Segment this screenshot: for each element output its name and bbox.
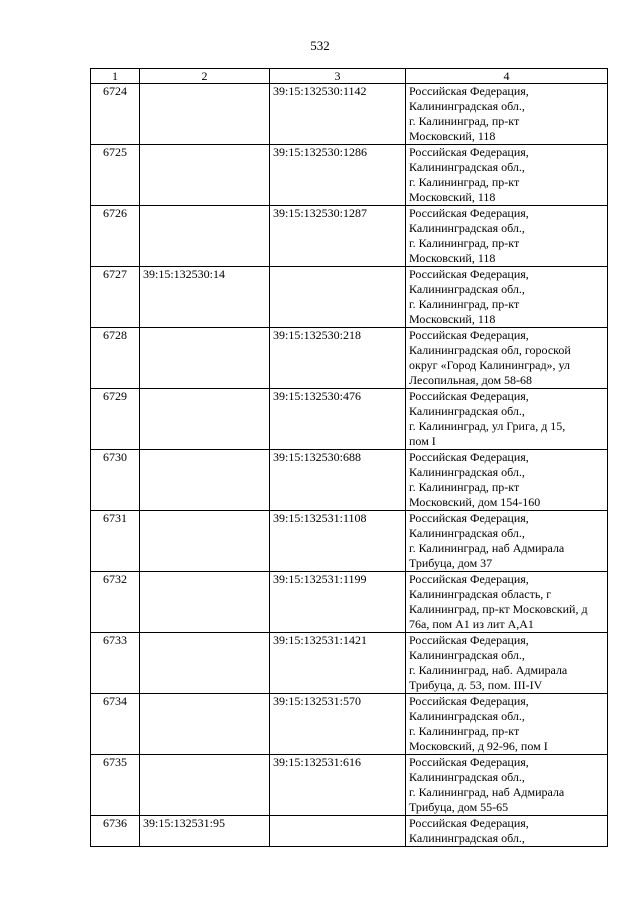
cell-address bbox=[406, 816, 608, 847]
address-line: г. Калининград, пр-кт bbox=[409, 480, 520, 494]
address-line: Калининградская обл., bbox=[409, 282, 525, 296]
header-col-4: 4 bbox=[406, 69, 608, 84]
address-line: Российская Федерация, bbox=[409, 267, 529, 281]
address-line: Калининградская обл., bbox=[409, 221, 525, 235]
address-line: Калининградская обл., bbox=[409, 709, 525, 723]
address-line: Трибуца, дом 55-65 bbox=[409, 800, 509, 814]
cell-col-3: 39:15:132530:218 bbox=[270, 328, 406, 389]
cell-col-3: 39:15:132530:1286 bbox=[270, 145, 406, 206]
address-line: Российская Федерация, bbox=[409, 389, 529, 403]
address-line: Российская Федерация, bbox=[409, 84, 529, 98]
address-line: Российская Федерация, bbox=[409, 755, 529, 769]
cell-col-3: 39:15:132530:688 bbox=[270, 450, 406, 511]
cell-col-3: 39:15:132530:1287 bbox=[270, 206, 406, 267]
header-row bbox=[91, 69, 608, 84]
cell-col-3: 39:15:132531:1199 bbox=[270, 572, 406, 633]
cell-col-3: 39:15:132531:616 bbox=[270, 755, 406, 816]
table-row bbox=[91, 816, 608, 847]
table-row bbox=[91, 450, 608, 511]
address-line: Калининградская обл., bbox=[409, 465, 525, 479]
cell-number: 6733 bbox=[91, 633, 140, 694]
address-line: Калининградская обл., bbox=[409, 770, 525, 784]
cell-col-3: 39:15:132531:1108 bbox=[270, 511, 406, 572]
address-line: Калининградская обл, гороской bbox=[409, 343, 571, 357]
table-row bbox=[91, 145, 608, 206]
address-line: г. Калининград, пр-кт bbox=[409, 175, 520, 189]
address-line: Трибуца, дом 37 bbox=[409, 556, 493, 570]
cell-number: 6727 bbox=[91, 267, 140, 328]
table-row bbox=[91, 84, 608, 145]
address-line: 76а, пом А1 из лит А,А1 bbox=[409, 617, 534, 631]
address-line: Калининградская область, г bbox=[409, 587, 552, 601]
cell-col-3: 39:15:132531:1421 bbox=[270, 633, 406, 694]
table-body bbox=[91, 84, 608, 847]
table-header bbox=[91, 69, 608, 84]
address-line: Трибуца, д. 53, пом. III-IV bbox=[409, 678, 543, 692]
table-row bbox=[91, 267, 608, 328]
cell-address bbox=[406, 328, 608, 389]
address-line: пом I bbox=[409, 434, 436, 448]
cell-address bbox=[406, 267, 608, 328]
cell-number: 6736 bbox=[91, 816, 140, 847]
table-row bbox=[91, 755, 608, 816]
table-row bbox=[91, 389, 608, 450]
cell-col-2: 39:15:132531:95 bbox=[140, 816, 270, 847]
cell-col-3 bbox=[270, 267, 406, 328]
header-col-3: 3 bbox=[270, 69, 406, 84]
address-line: г. Калининград, пр-кт bbox=[409, 724, 520, 738]
cell-number: 6729 bbox=[91, 389, 140, 450]
cell-number: 6728 bbox=[91, 328, 140, 389]
address-line: округ «Город Калининград», ул bbox=[409, 358, 571, 372]
cell-col-2 bbox=[140, 84, 270, 145]
address-line: Калининградская обл., bbox=[409, 831, 525, 845]
cell-number: 6731 bbox=[91, 511, 140, 572]
cell-address bbox=[406, 511, 608, 572]
cell-col-2 bbox=[140, 450, 270, 511]
address-line: Российская Федерация, bbox=[409, 694, 529, 708]
cell-col-3: 39:15:132530:1142 bbox=[270, 84, 406, 145]
table-row bbox=[91, 206, 608, 267]
header-col-1: 1 bbox=[91, 69, 140, 84]
address-line: Московский, 118 bbox=[409, 312, 496, 326]
cell-col-2 bbox=[140, 511, 270, 572]
table-row bbox=[91, 694, 608, 755]
header-col-2: 2 bbox=[140, 69, 270, 84]
address-line: Калининград, пр-кт Московский, д bbox=[409, 602, 588, 616]
address-line: Российская Федерация, bbox=[409, 633, 529, 647]
cell-number: 6732 bbox=[91, 572, 140, 633]
cell-col-3 bbox=[270, 816, 406, 847]
table-row bbox=[91, 633, 608, 694]
cell-col-2 bbox=[140, 145, 270, 206]
address-line: Калининградская обл., bbox=[409, 404, 525, 418]
cell-address bbox=[406, 84, 608, 145]
address-line: г. Калининград, ул Грига, д 15, bbox=[409, 419, 566, 433]
address-line: Московский, 118 bbox=[409, 190, 496, 204]
address-line: Российская Федерация, bbox=[409, 816, 529, 830]
cell-address bbox=[406, 206, 608, 267]
cell-col-2 bbox=[140, 328, 270, 389]
table-row bbox=[91, 572, 608, 633]
address-line: Лесопильная, дом 58-68 bbox=[409, 373, 533, 387]
cell-address bbox=[406, 450, 608, 511]
cell-number: 6726 bbox=[91, 206, 140, 267]
cell-col-2 bbox=[140, 206, 270, 267]
address-line: Калининградская обл., bbox=[409, 99, 525, 113]
cell-address bbox=[406, 145, 608, 206]
address-line: Московский, д 92-96, пом I bbox=[409, 739, 548, 753]
address-line: Российская Федерация, bbox=[409, 450, 529, 464]
cell-number: 6735 bbox=[91, 755, 140, 816]
cell-number: 6724 bbox=[91, 84, 140, 145]
address-line: Российская Федерация, bbox=[409, 145, 529, 159]
cell-col-2 bbox=[140, 694, 270, 755]
address-line: Российская Федерация, bbox=[409, 511, 529, 525]
address-line: Московский, дом 154-160 bbox=[409, 495, 541, 509]
address-line: Калининградская обл., bbox=[409, 648, 525, 662]
address-line: г. Калининград, наб. Адмирала bbox=[409, 663, 568, 677]
address-line: Калининградская обл., bbox=[409, 526, 525, 540]
table-row bbox=[91, 511, 608, 572]
address-line: Калининградская обл., bbox=[409, 160, 525, 174]
address-line: Московский, 118 bbox=[409, 129, 496, 143]
address-line: г. Калининград, наб Адмирала bbox=[409, 785, 565, 799]
page-number: 532 bbox=[310, 38, 330, 53]
address-line: г. Калининград, наб Адмирала bbox=[409, 541, 565, 555]
cell-col-2 bbox=[140, 572, 270, 633]
address-line: Российская Федерация, bbox=[409, 328, 529, 342]
cell-address bbox=[406, 389, 608, 450]
address-line: Российская Федерация, bbox=[409, 206, 529, 220]
cell-address bbox=[406, 755, 608, 816]
cell-col-2: 39:15:132530:14 bbox=[140, 267, 270, 328]
address-line: Московский, 118 bbox=[409, 251, 496, 265]
cell-col-2 bbox=[140, 389, 270, 450]
address-line: Российская Федерация, bbox=[409, 572, 529, 586]
cell-col-3: 39:15:132530:476 bbox=[270, 389, 406, 450]
cell-col-2 bbox=[140, 633, 270, 694]
registry-table bbox=[90, 68, 608, 847]
cell-address bbox=[406, 694, 608, 755]
cell-number: 6734 bbox=[91, 694, 140, 755]
address-line: г. Калининград, пр-кт bbox=[409, 236, 520, 250]
cell-number: 6725 bbox=[91, 145, 140, 206]
cell-col-3: 39:15:132531:570 bbox=[270, 694, 406, 755]
address-line: г. Калининград, пр-кт bbox=[409, 114, 520, 128]
table-row bbox=[91, 328, 608, 389]
cell-number: 6730 bbox=[91, 450, 140, 511]
cell-col-2 bbox=[140, 755, 270, 816]
cell-address bbox=[406, 633, 608, 694]
cell-address bbox=[406, 572, 608, 633]
address-line: г. Калининград, пр-кт bbox=[409, 297, 520, 311]
